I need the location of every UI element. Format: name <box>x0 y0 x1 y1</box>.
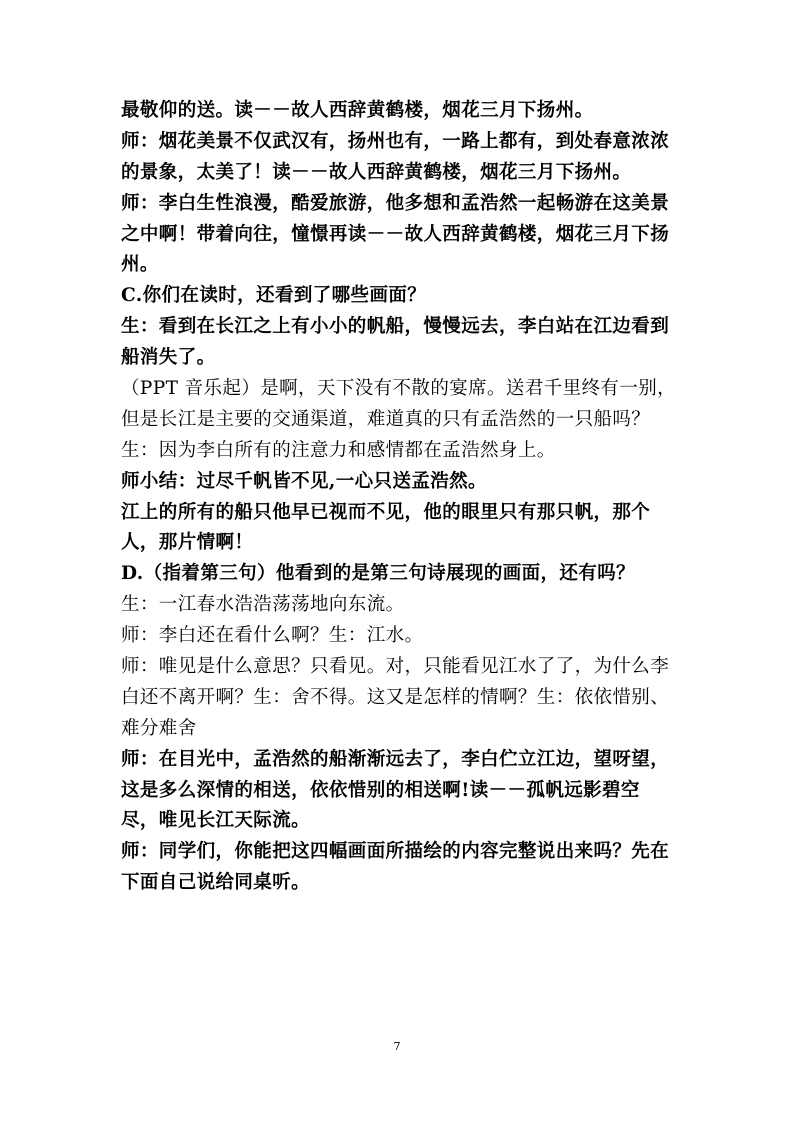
text-line: 师：在目光中，孟浩然的船渐渐远去了，李白伫立江边，望呀望， <box>121 748 670 770</box>
section-heading-d: D.（指着第三句）他看到的是第三句诗展现的画面，还有吗？ <box>121 563 636 585</box>
text-line: 师：同学们，你能把这四幅画面所描绘的内容完整说出来吗？先在 <box>121 841 670 863</box>
text-line: 下面自己说给同桌听。 <box>121 872 311 894</box>
text-line: 师小结：过尽千帆皆不见,一心只送孟浩然。 <box>121 470 487 492</box>
text-line: 江上的所有的船只他早已视而不见，他的眼里只有那只帆，那个 <box>121 501 651 523</box>
text-line: 难分难舍 <box>121 717 197 739</box>
text-line: 这是多么深情的相送，依依惜别的相送啊!读－－孤帆远影碧空 <box>121 779 640 801</box>
text-line: 生：因为李白所有的注意力和感情都在孟浩然身上。 <box>121 439 556 461</box>
text-line: 生：一江春水浩浩荡荡地向东流。 <box>121 594 405 616</box>
text-line: 最敬仰的送。读－－故人西辞黄鹤楼，烟花三月下扬州。 <box>121 100 594 121</box>
text-line: 师：唯见是什么意思？只看见。对，只能看见江水了了，为什么李 <box>121 656 670 678</box>
text-line: 尽，唯见长江天际流。 <box>121 810 311 832</box>
page-number: 7 <box>393 1040 401 1053</box>
text-line: 生：看到在长江之上有小小的帆船，慢慢远去，李白站在江边看到 <box>121 316 670 338</box>
document-body <box>121 96 677 899</box>
text-line: 州。 <box>121 254 159 276</box>
section-heading-c: C.你们在读时，还看到了哪些画面？ <box>121 285 427 307</box>
text-line: 之中啊！带着向往，憧憬再读－－故人西辞黄鹤楼，烟花三月下扬 <box>121 223 670 245</box>
text-line: 船消失了。 <box>121 347 216 369</box>
text-line: 师：烟花美景不仅武汉有，扬州也有，一路上都有，到处春意浓浓 <box>121 130 670 152</box>
text-line: 师：李白还在看什么啊？生：江水。 <box>121 625 424 647</box>
text-line: 师：李白生性浪漫，酷爱旅游，他多想和孟浩然一起畅游在这美景 <box>121 192 670 214</box>
text-line: 人，那片情啊！ <box>121 532 254 554</box>
text-line: 的景象，太美了！读－－故人西辞黄鹤楼，烟花三月下扬州。 <box>121 161 632 183</box>
text-line: （PPT 音乐起）是啊，天下没有不散的宴席。送君千里终有一别， <box>121 378 677 400</box>
text-line: 但是长江是主要的交通渠道，难道真的只有孟浩然的一只船吗？ <box>121 408 651 430</box>
text-line: 白还不离开啊？生：舍不得。这又是怎样的情啊？生：依依惜别、 <box>121 686 670 708</box>
